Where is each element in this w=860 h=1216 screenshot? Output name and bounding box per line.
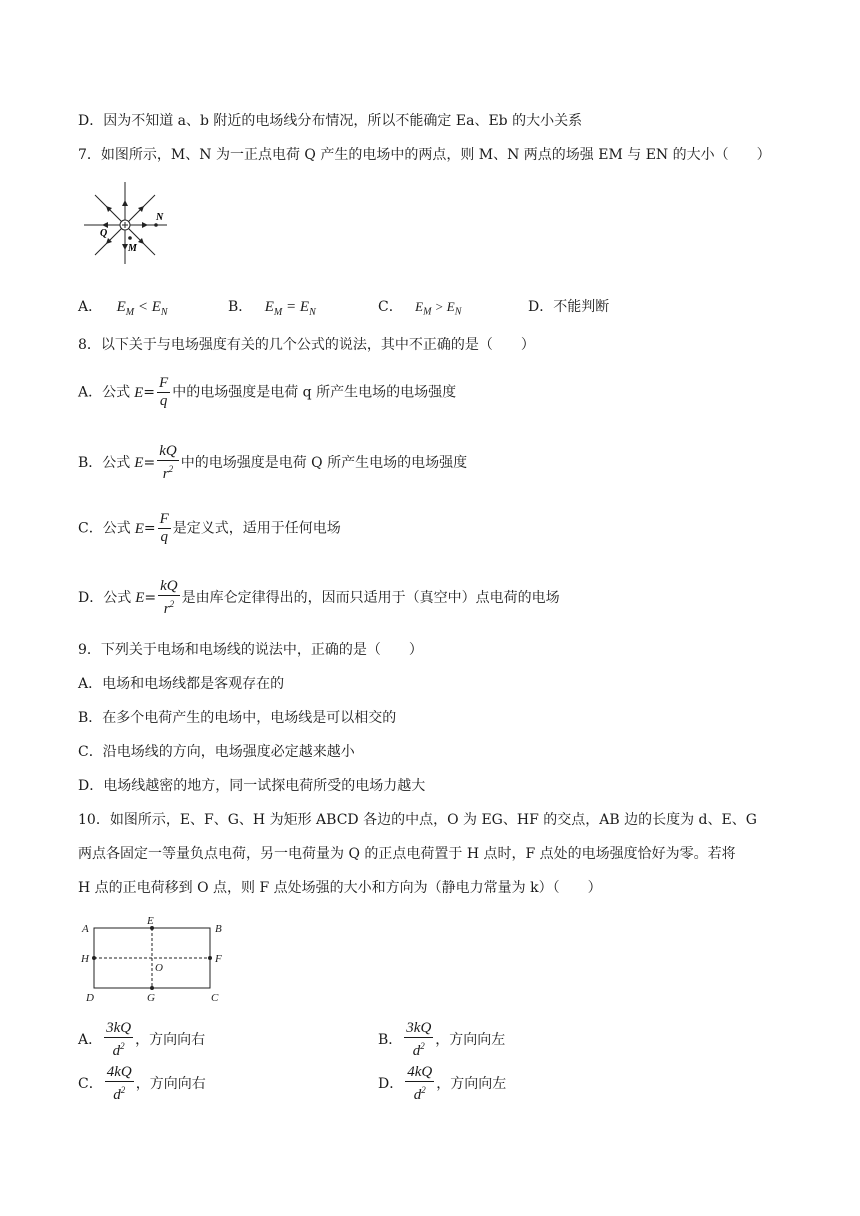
q9-option-c: C．沿电场线的方向，电场强度必定越来越小	[78, 744, 355, 760]
q7-option-d: D．不能判断	[528, 299, 610, 315]
q7-option-a: A． $E_M < E_N$	[78, 299, 168, 318]
q8-option-b: B．公式 E= $\frac{kQ}{r^2}$ 中的电场强度是电荷 Q 所产生电场的电场强度	[78, 443, 468, 482]
q8-option-c: C．公式 E= $\frac{F}{q}$ 是定义式，适用于任何电场	[78, 511, 341, 545]
q10-label-o: O	[155, 962, 163, 974]
q9-option-d: D．电场线越密的地方，同一试探电荷所受的电场力越大	[78, 778, 426, 794]
q7-field-diagram	[82, 180, 172, 270]
q7-option-c: C． $E_M > E_N$	[378, 299, 462, 318]
q6-option-d: D．因为不知道 a、b 附近的电场线分布情况，所以不能确定 Ea、Eb 的大小关系	[78, 113, 583, 129]
q10-option-d: D． $\frac{4kQ}{d^2}$ ，方向向左	[378, 1064, 507, 1103]
q7-label-q: Q	[100, 228, 108, 239]
q8-stem: 8．以下关于与电场强度有关的几个公式的说法，其中不正确的是（ ）	[78, 337, 535, 353]
q10-option-c: C． $\frac{4kQ}{d^2}$ ，方向向右	[78, 1064, 206, 1103]
q10-label-h: H	[81, 953, 89, 965]
q8-option-d: D．公式 E= $\frac{kQ}{r^2}$ 是由库仑定律得出的，因而只适用于（真空中）点电荷的电场	[78, 578, 560, 617]
q10-label-c: C	[211, 992, 219, 1004]
q7-label-m: M	[128, 243, 137, 254]
q10-rectangle-diagram	[78, 912, 228, 1007]
q10-label-f: F	[215, 953, 222, 965]
q10-label-b: B	[215, 923, 222, 935]
q10-label-g: G	[147, 992, 155, 1004]
q10-stem-line2: 两点各固定一等量负点电荷，另一电荷量为 Q 的正点电荷置于 H 点时，F 点处的电场强度恰好为零。若将	[78, 846, 736, 862]
q10-label-a: A	[82, 923, 89, 935]
q10-option-a: A． $\frac{3kQ}{d^2}$ ，方向向右	[78, 1020, 206, 1059]
q7-label-n: N	[156, 212, 164, 223]
q10-stem-line1: 10．如图所示，E、F、G、H 为矩形 ABCD 各边的中点，O 为 EG、HF 的交点，AB 边的长度为 d、E、G	[78, 812, 757, 828]
q7-option-b: B． $E_M = E_N$	[228, 299, 316, 318]
q7-stem: 7．如图所示，M、N 为一正点电荷 Q 产生的电场中的两点，则 M、N 两点的场强 EM 与 EN 的大小（ ）	[78, 147, 771, 163]
q9-option-b: B．在多个电荷产生的电场中，电场线是可以相交的	[78, 710, 397, 726]
q10-option-b: B． $\frac{3kQ}{d^2}$ ，方向向左	[378, 1020, 506, 1059]
q9-option-a: A．电场和电场线都是客观存在的	[78, 676, 285, 692]
q9-stem: 9．下列关于电场和电场线的说法中，正确的是（ ）	[78, 642, 423, 658]
q10-label-e: E	[147, 915, 154, 927]
q10-stem-line3: H 点的正电荷移到 O 点，则 F 点处场强的大小和方向为（静电力常量为 k）（ ）	[78, 880, 602, 896]
q8-option-a: A．公式 E= $\frac{F}{q}$ 中的电场强度是电荷 q 所产生电场的电场强度	[78, 375, 457, 409]
q10-label-d: D	[86, 992, 94, 1004]
